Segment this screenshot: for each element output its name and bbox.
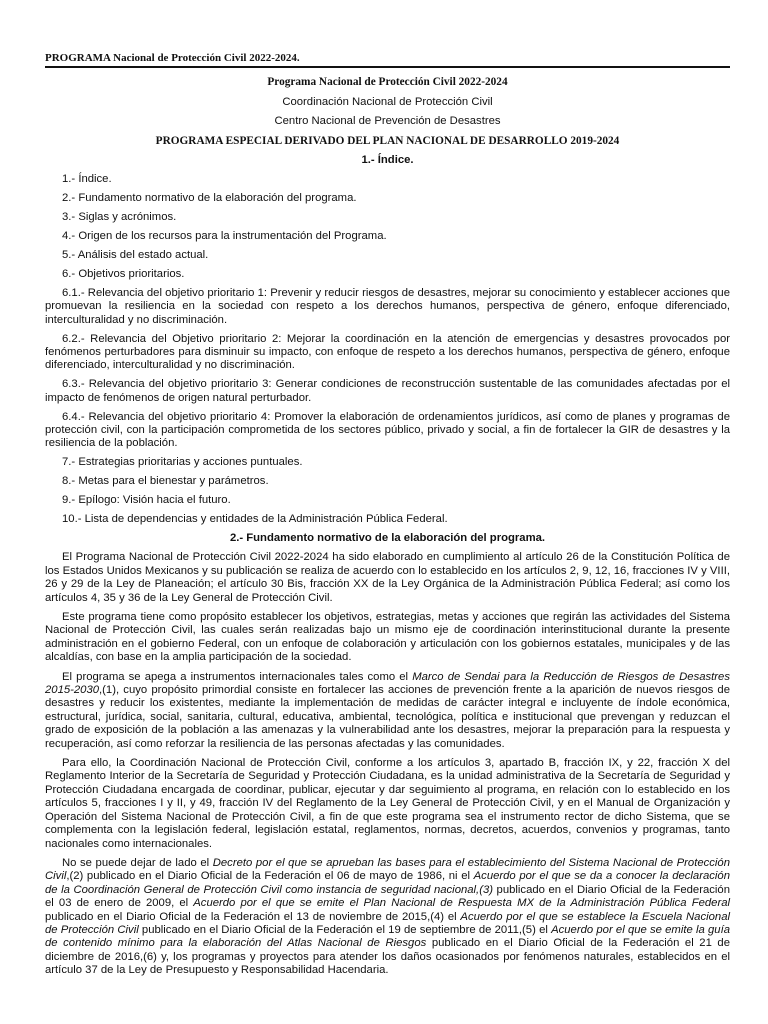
index-item: 10.- Lista de dependencias y entidades de la Administración Pública Federal. [62, 513, 448, 526]
doc-subtitle-coordinacion: Coordinación Nacional de Protección Civil [282, 95, 493, 108]
index-item: 4.- Origen de los recursos para la instrumentación del Programa. [62, 230, 387, 243]
doc-title: Programa Nacional de Protección Civil 2022-2024 [267, 76, 508, 89]
index-item: 6.2.- Relevancia del Objetivo prioritario 2: Mejorar la coordinación en la atención de emergencias y desastres provocados por fenómenos perturbadores para disminuir su impacto, con enfoque de respeto a los derechos humanos, perspectiva de género, enfoque diferenciado, interculturalidad y no discriminación. [45, 332, 730, 372]
index-item: 1.- Índice. [62, 173, 112, 186]
paragraph-sendai: El programa se apega a instrumentos internacionales tales como el Marco de Sendai para la Reducción de Riesgos de Desastres 2015-2030,(1), cuyo propósito primordial consiste en fortalecer las acciones de prevención frente a la aparición de nuevos riesgos de desastres y reducir los existentes, mediante la implementación de medidas de carácter integral e incluyente de índole económica, estructural, jurídica, social, sanitaria, cultural, educativa, ambiental, tecnológica, política e institucional que prevengan y reduzcan el grado de exposición de la población a las amenazas y la vulnerabilidad ante los desastres, mejorar la preparación para la respuesta y recuperación, así como reforzar la resiliencia de las personas afectadas y las comunidades. [45, 670, 730, 750]
doc-program-heading: PROGRAMA ESPECIAL DERIVADO DEL PLAN NACIONAL DE DESARROLLO 2019-2024 [155, 134, 620, 147]
running-head: PROGRAMA Nacional de Protección Civil 2022-2024. [45, 52, 730, 68]
paragraph-coordinacion: Para ello, la Coordinación Nacional de Protección Civil, conforme a los artículos 3, apartado B, fracción IX, y 22, fracción X del Reglamento Interior de la Secretaría de Seguridad y Protección Ciudadana, es la unidad administrativa de la Secretaría de Seguridad y Protección Ciudadana encargada de coordinar, publicar, ejecutar y dar seguimiento al programa, en relación con lo establecido en los artículos 5, fracciones I y II, y 49, fracción IV del Reglamento de la Ley General de Protección Civil, y en el Manual de Organización y Operación del Sistema Nacional de Protección Civil, a fin de que este programa sea el instrumento rector de dicho Sistema, que se complementa con la legislación federal, legislación estatal, reglamentos, normas, decretos, acuerdos, convenios y programas, tanto nacionales como internacionales. [45, 757, 730, 850]
index-list [45, 173, 730, 526]
index-item: 5.- Análisis del estado actual. [62, 249, 209, 262]
paragraph-decretos: No se puede dejar de lado el Decreto por el que se aprueban las bases para el establecimiento del Sistema Nacional de Protección Civil,(2) publicado en el Diario Oficial de la Federación el 06 de mayo de 1986, ni el Acuerdo por el que se da a conocer la declaración de la Coordinación General de Protección Civil como instancia de seguridad nacional,(3) publicado en el Diario Oficial de la Federación el 03 de enero de 2009, el Acuerdo por el que se emite el Plan Nacional de Respuesta MX de la Administración Pública Federal publicado en el Diario Oficial de la Federación el 13 de noviembre de 2015,(4) el Acuerdo por el que se establece la Escuela Nacional de Protección Civil publicado en el Diario Oficial de la Federación el 19 de septiembre de 2011,(5) el Acuerdo por el que se emite la guía de contenido mínimo para la elaboración del Atlas Nacional de Riesgos publicado en el Diario Oficial de la Federación el 21 de diciembre de 2016,(6) y, los programas y proyectos para atender los daños ocasionados por fenómenos naturales, establecidos en el artículo 37 de la Ley de Presupuesto y Responsabilidad Hacendaria. [45, 856, 730, 977]
index-item: 6.1.- Relevancia del objetivo prioritario 1: Prevenir y reducir riesgos de desastres, mejorar su conocimiento y establecer acciones que promuevan la resiliencia en la sociedad con respeto a los derechos humanos, perspectiva de género, enfoque diferenciado, interculturalidad y no discriminación. [45, 286, 730, 326]
paragraph-proposito: Este programa tiene como propósito establecer los objetivos, estrategias, metas y acciones que regirán las actividades del Sistema Nacional de Protección Civil, las cuales serán realizadas bajo un mismo eje de coordinación interinstitucional durante la presente administración en el gobierno Federal, con un enfoque de colaboración y articulación con los gobiernos estatales, municipales y de las alcaldías, con base en la amplia participación de la sociedad. [45, 611, 730, 664]
section-heading-indice: 1.- Índice. [361, 154, 414, 167]
index-item: 3.- Siglas y acrónimos. [62, 211, 177, 224]
doc-subtitle-centro: Centro Nacional de Prevención de Desastres [274, 115, 501, 128]
index-item: 2.- Fundamento normativo de la elaboración del programa. [62, 192, 357, 205]
index-item: 7.- Estrategias prioritarias y acciones puntuales. [62, 456, 303, 469]
section-heading-fundamento: 2.- Fundamento normativo de la elaboración del programa. [229, 531, 546, 544]
index-item: 6.3.- Relevancia del objetivo prioritario 3: Generar condiciones de reconstrucción sustentable de las comunidades afectadas por el impacto de fenómenos de origen natural perturbador. [45, 378, 730, 404]
index-item: 9.- Epílogo: Visión hacia el futuro. [62, 494, 231, 507]
index-item: 6.4.- Relevancia del objetivo prioritario 4: Promover la elaboración de ordenamientos jurídicos, así como de planes y programas de protección civil, con la participación comprometida de los sectores público, privado y social, a fin de fortalecer la GIR de desastres y la resiliencia de la población. [45, 410, 730, 450]
index-item: 8.- Metas para el bienestar y parámetros. [62, 475, 269, 488]
paragraph-constitucion: El Programa Nacional de Protección Civil 2022-2024 ha sido elaborado en cumplimiento al artículo 26 de la Constitución Política de los Estados Unidos Mexicanos y su publicación se realiza de acuerdo con lo establecido en los artículos 2, 9, 12, 16, fracciones IV y VIII, 26 y 29 de la Ley de Planeación; el artículo 30 Bis, fracción XX de la Ley Orgánica de la Administración Pública Federal; así como los artículos 4, 35 y 36 de la Ley General de Protección Civil. [45, 551, 730, 604]
index-item: 6.- Objetivos prioritarios. [62, 267, 185, 280]
